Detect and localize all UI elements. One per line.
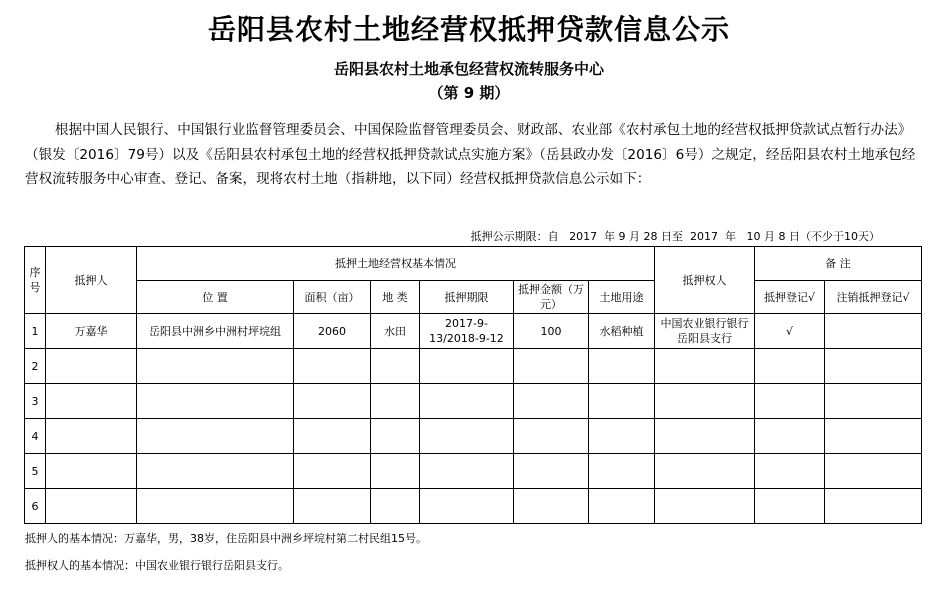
cell-no: 4 [25, 419, 46, 454]
cell-land-type: 水田 [371, 314, 420, 349]
header-registered: 抵押登记√ [755, 281, 825, 314]
mortgagor-info: 抵押人的基本情况：万嘉华，男，38岁，住岳阳县中洲乡坪垸村第二村民组15号。 [25, 532, 427, 545]
table-row [25, 489, 922, 524]
header-amount: 抵押金额（万元） [514, 281, 589, 314]
cell-registered [755, 489, 825, 524]
cell-mortgagee [655, 384, 755, 419]
cell-mortgagee [655, 349, 755, 384]
cell-location: 岳阳县中洲乡中洲村坪垸组 [137, 314, 294, 349]
cell-usage [589, 489, 655, 524]
cell-mortgagor [46, 384, 137, 419]
page-title: 岳阳县农村土地经营权抵押贷款信息公示 [207, 13, 730, 46]
cell-cancelled [825, 349, 922, 384]
cell-usage [589, 384, 655, 419]
cell-location [137, 454, 294, 489]
cell-no: 3 [25, 384, 46, 419]
cell-amount [514, 489, 589, 524]
cell-usage [589, 454, 655, 489]
cell-location [137, 419, 294, 454]
cell-term [420, 489, 514, 524]
mortgagee-info: 抵押权人的基本情况：中国农业银行银行岳阳县支行。 [25, 559, 289, 572]
cell-no: 5 [25, 454, 46, 489]
cell-usage [589, 419, 655, 454]
cell-amount [514, 349, 589, 384]
cell-area [294, 489, 371, 524]
header-basic-info: 抵押土地经营权基本情况 [137, 247, 655, 281]
cell-area [294, 419, 371, 454]
cell-land-type [371, 454, 420, 489]
table-row [25, 419, 922, 454]
header-cancelled: 注销抵押登记√ [825, 281, 922, 314]
cell-mortgagor: 万嘉华 [46, 314, 137, 349]
cell-registered [755, 419, 825, 454]
header-land-type: 地 类 [371, 281, 420, 314]
cell-mortgagee [655, 419, 755, 454]
cell-location [137, 489, 294, 524]
cell-location [137, 384, 294, 419]
page-subtitle: 岳阳县农村土地承包经营权流转服务中心 [333, 60, 604, 78]
cell-mortgagee [655, 454, 755, 489]
header-mortgagee: 抵押权人 [655, 247, 755, 314]
header-mortgagor: 抵押人 [46, 247, 137, 314]
cell-mortgagor [46, 349, 137, 384]
cell-no: 2 [25, 349, 46, 384]
table-row [25, 314, 922, 349]
header-usage: 土地用途 [589, 281, 655, 314]
cell-term [420, 419, 514, 454]
cell-area [294, 454, 371, 489]
cell-cancelled [825, 419, 922, 454]
cell-term [420, 349, 514, 384]
cell-term [420, 454, 514, 489]
cell-land-type [371, 349, 420, 384]
cell-mortgagor [46, 489, 137, 524]
cell-amount: 100 [514, 314, 589, 349]
cell-no: 6 [25, 489, 46, 524]
cell-mortgagor [46, 454, 137, 489]
cell-cancelled [825, 314, 922, 349]
publicity-period: 抵押公示期限：自 2017 年 9 月 28 日至 2017 年 10 月 8 日（不少于10天） [470, 230, 880, 243]
cell-land-type [371, 419, 420, 454]
cell-mortgagee [655, 489, 755, 524]
header-remarks: 备 注 [755, 247, 922, 281]
cell-term [420, 384, 514, 419]
cell-amount [514, 384, 589, 419]
issue-number: （第 9 期） [428, 84, 510, 102]
cell-usage: 水稻种植 [589, 314, 655, 349]
cell-cancelled [825, 489, 922, 524]
cell-amount [514, 419, 589, 454]
cell-area [294, 384, 371, 419]
cell-location [137, 349, 294, 384]
cell-area [294, 349, 371, 384]
header-area: 面积（亩） [294, 281, 371, 314]
table-row [25, 349, 922, 384]
cell-mortgagor [46, 419, 137, 454]
table-row [25, 384, 922, 419]
cell-no: 1 [25, 314, 46, 349]
header-term: 抵押期限 [420, 281, 514, 314]
cell-mortgagee: 中国农业银行银行岳阳县支行 [655, 314, 755, 349]
cell-term: 2017-9-13/2018-9-12 [420, 314, 514, 349]
cell-registered [755, 384, 825, 419]
cell-registered [755, 349, 825, 384]
cell-amount [514, 454, 589, 489]
header-no: 序号 [25, 247, 46, 314]
table-row [25, 454, 922, 489]
cell-cancelled [825, 384, 922, 419]
cell-registered: √ [755, 314, 825, 349]
cell-registered [755, 454, 825, 489]
cell-area: 2060 [294, 314, 371, 349]
header-location: 位 置 [137, 281, 294, 314]
intro-paragraph: 根据中国人民银行、中国银行业监督管理委员会、中国保险监督管理委员会、财政部、农业部《农村承包土地的经营权抵押贷款试点暂行办法》（银发〔2016〕79号）以及《岳阳县农村承包土地的经营权抵押贷款试点实施方案》（岳县政办发〔2016〕6号）之规定，经岳阳县农村土地承包经营权流转服务中心审查、登记、备案，现将农村土地（指耕地，以下同）经营权抵押贷款信息公示如下： [25, 122, 916, 187]
cell-usage [589, 349, 655, 384]
cell-cancelled [825, 454, 922, 489]
mortgage-info-table [24, 246, 922, 524]
cell-land-type [371, 384, 420, 419]
cell-land-type [371, 489, 420, 524]
